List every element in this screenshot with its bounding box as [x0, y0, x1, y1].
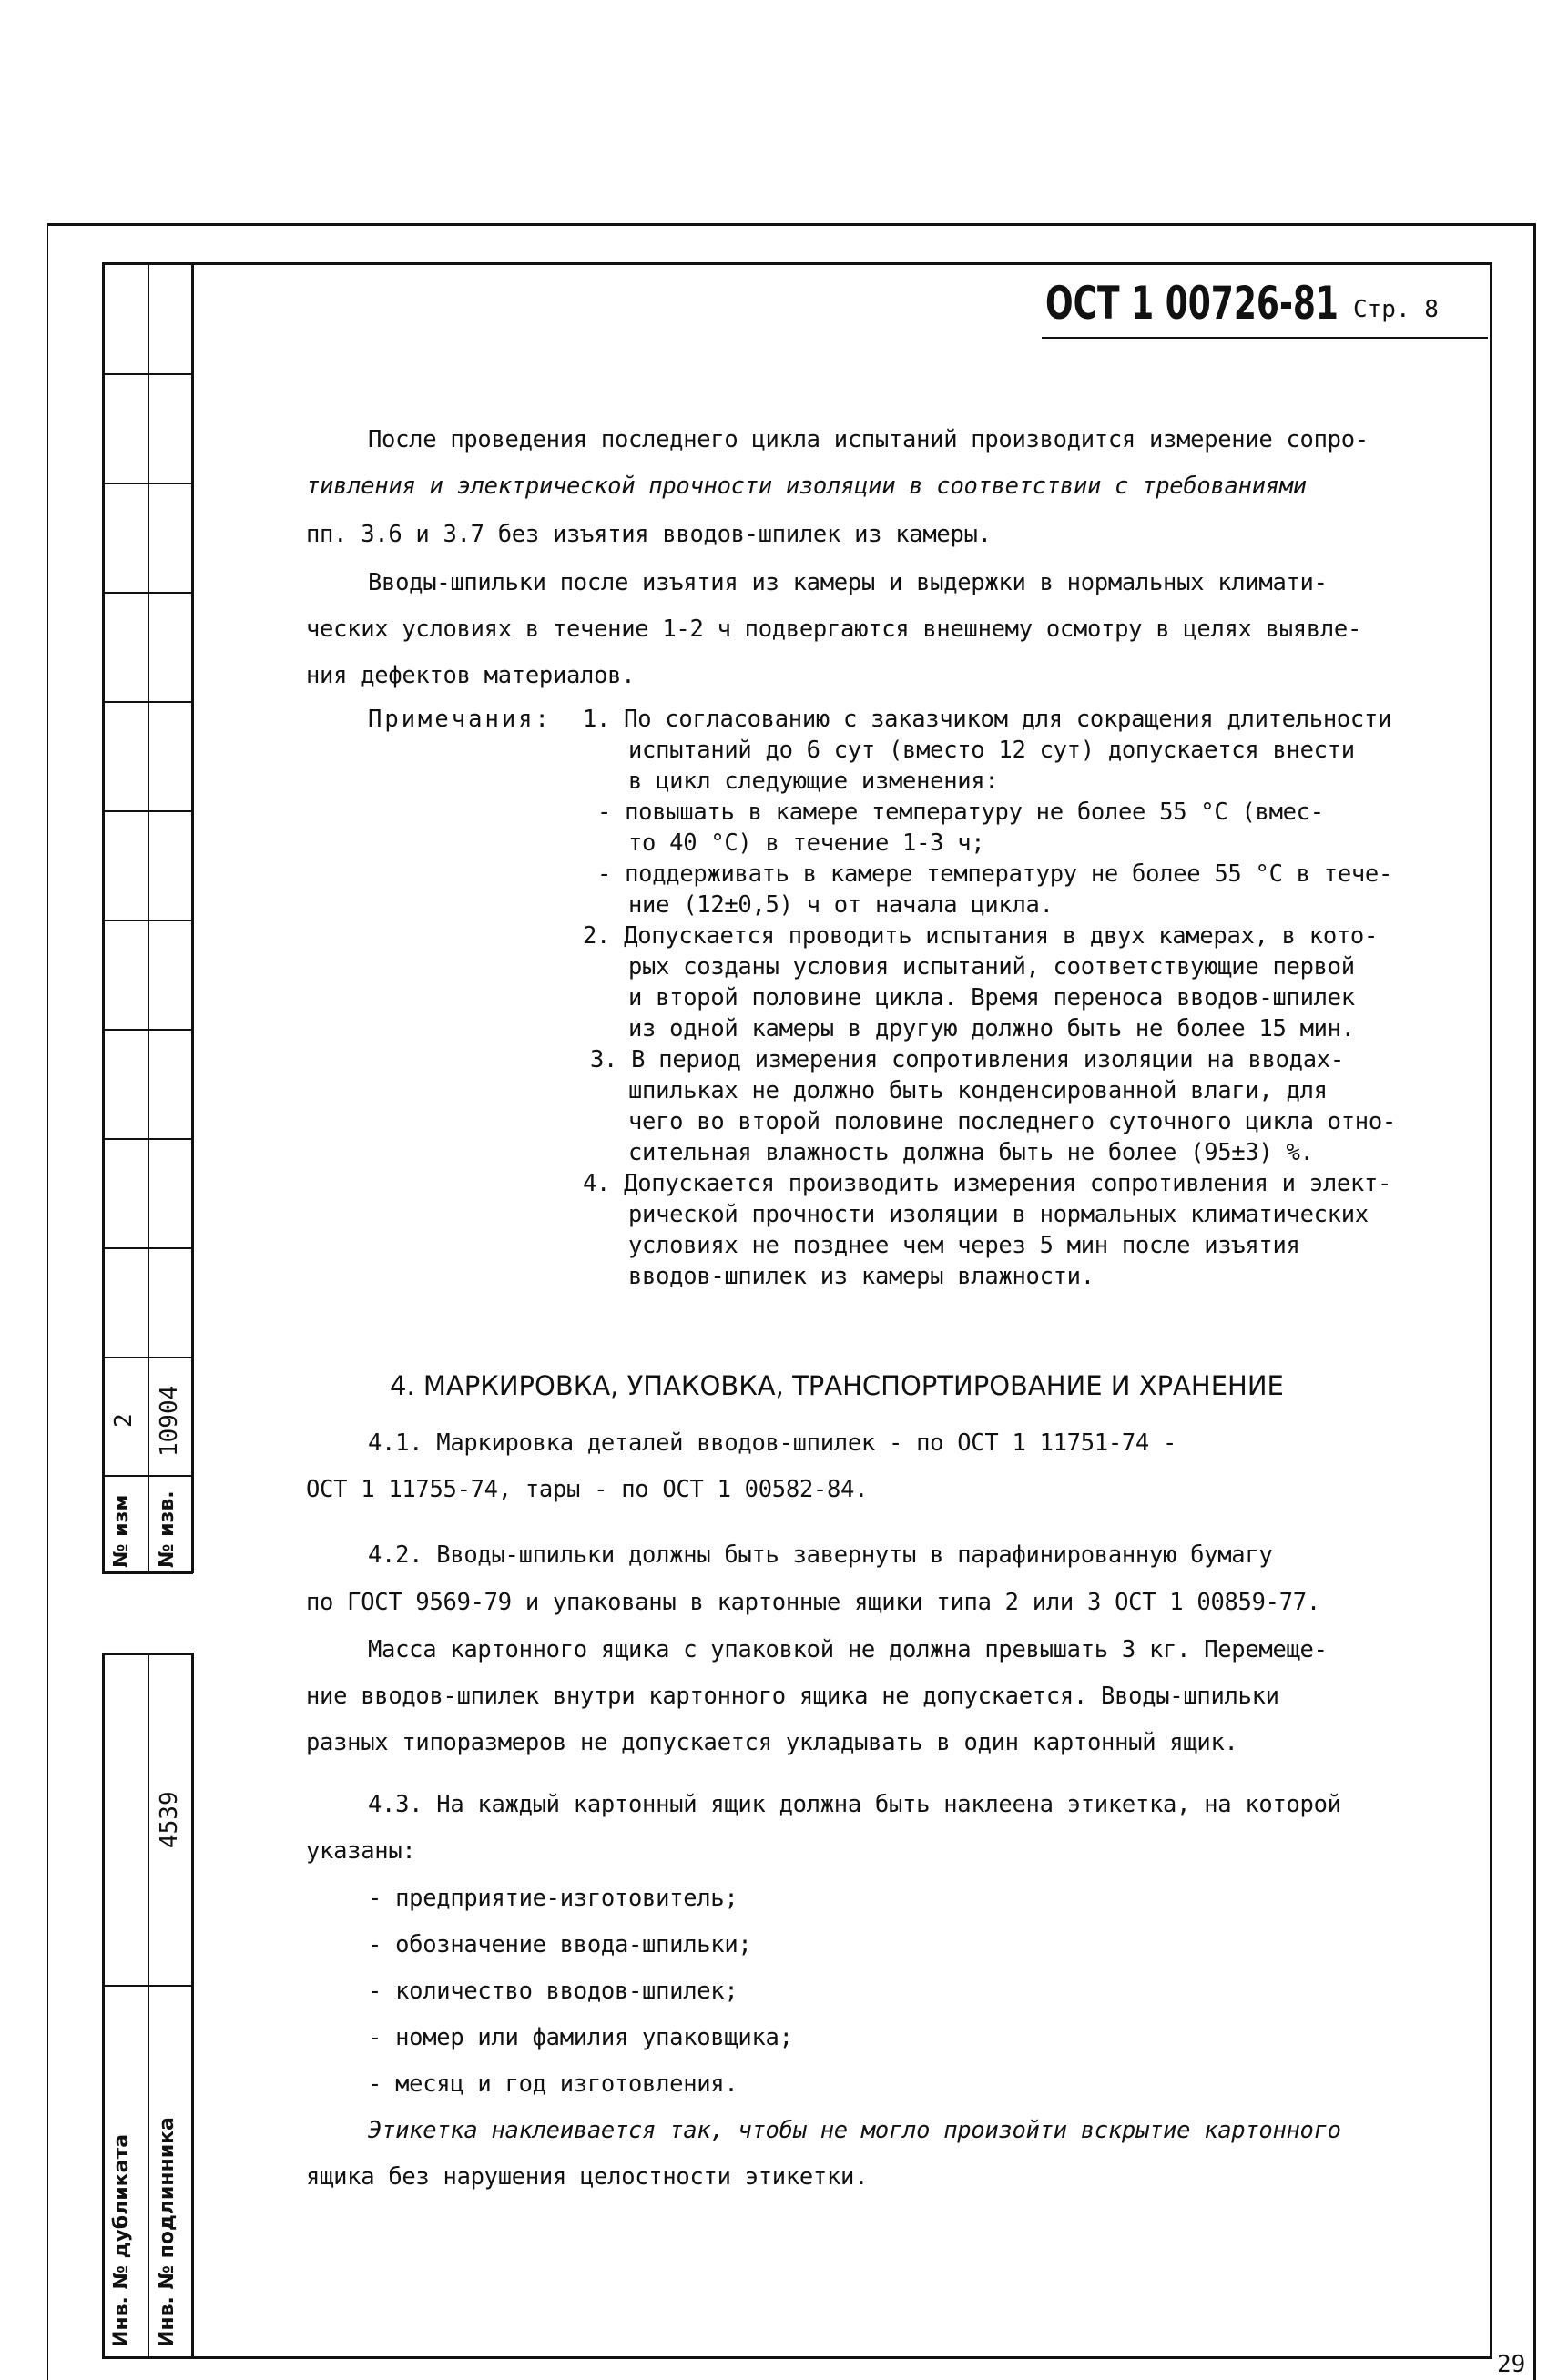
note-line: вводов-шпилек из камеры влажности.: [628, 1263, 1095, 1290]
text-line: Масса картонного ящика с упаковкой не должна превышать 3 кг. Перемеще-: [368, 1636, 1328, 1663]
text-line: ящика без нарушения целостности этикетки.: [306, 2163, 869, 2191]
list-item: - предприятие-изготовитель;: [368, 1885, 738, 1912]
doc-code: ОСТ 1 00726-81: [1045, 277, 1339, 330]
rev-label: № изм: [110, 1494, 133, 1568]
text-line: тивления и электрической прочности изоляции в соответствии с требованиями: [306, 473, 1307, 500]
text-line: ОСТ 1 11755-74, тары - по ОСТ 1 00582-84.: [306, 1476, 869, 1503]
text-line: 4.2. Вводы-шпильки должны быть завернуты в парафинированную бумагу: [368, 1541, 1273, 1569]
stamp-line: [102, 592, 193, 594]
inv-original-label: Инв. № подлинника: [156, 2117, 178, 2347]
text-line: по ГОСТ 9569-79 и упакованы в картонные ящики типа 2 или 3 ОСТ 1 00859-77.: [306, 1589, 1320, 1616]
stamp-line: [102, 1985, 193, 1987]
stamp-line: [191, 1653, 194, 2357]
list-item: - месяц и год изготовления.: [368, 2070, 738, 2098]
stamp-line: [102, 701, 193, 703]
note-line: шпильках не должно быть конденсированной влаги, для: [628, 1077, 1328, 1104]
stamp-line: [102, 1653, 105, 2357]
note-line: испытаний до 6 сут (вместо 12 сут) допускается внести: [628, 737, 1355, 764]
note-line: - поддерживать в камере температуру не более 55 °С в тече-: [597, 860, 1393, 888]
note-line: из одной камеры в другую должно быть не более 15 мин.: [628, 1015, 1355, 1043]
note-line: - повышать в камере температуру не более 55 °С (вмес-: [597, 798, 1324, 826]
text-line: разных типоразмеров не допускается укладывать в один картонный ящик.: [306, 1729, 1238, 1756]
text-line: 4.3. На каждый картонный ящик должна быть наклеена этикетка, на которой: [368, 1791, 1341, 1818]
stamp-line: [102, 1357, 193, 1358]
stamp-line: [102, 483, 193, 484]
note-line: в цикл следующие изменения:: [628, 768, 999, 795]
note-line: чего во второй половине последнего суточного цикла отно-: [628, 1108, 1396, 1135]
text-line: ния дефектов материалов.: [306, 662, 636, 689]
stamp-line: [102, 1029, 193, 1031]
note-line: ние (12±0,5) ч от начала цикла.: [628, 891, 1054, 919]
list-item: - количество вводов-шпилек;: [368, 1978, 738, 2005]
stamp-line: [102, 262, 105, 1573]
text-line: 4.1. Маркировка деталей вводов-шпилек - по ОСТ 1 11751-74 -: [368, 1429, 1177, 1457]
rev-value: 2: [110, 1413, 137, 1428]
note-line: 3. В период измерения сопротивления изоляции на вводах-: [590, 1046, 1344, 1073]
stamp-line: [102, 920, 193, 921]
text-line: После проведения последнего цикла испытаний производится измерение сопро-: [368, 426, 1369, 453]
notice-label: № изв.: [156, 1490, 178, 1568]
header-underline: [1042, 337, 1488, 339]
note-line: рической прочности изоляции в нормальных климатических: [628, 1201, 1369, 1228]
note-line: сительная влажность должна быть не более (95±3) %.: [628, 1139, 1314, 1166]
inner-right-border: [1490, 262, 1492, 2358]
inv-original-value: 4539: [156, 1791, 183, 1848]
stamp-line: [148, 1653, 149, 2357]
section-title: 4. МАРКИРОВКА, УПАКОВКА, ТРАНСПОРТИРОВАНИЕ И ХРАНЕНИЕ: [390, 1370, 1284, 1401]
stamp-line: [102, 1475, 193, 1477]
text-line: Этикетка наклеивается так, чтобы не могло произойти вскрытие картонного: [368, 2117, 1341, 2144]
text-line: пп. 3.6 и 3.7 без изъятия вводов-шпилек из камеры.: [306, 521, 992, 548]
notes-label: Примечания:: [368, 706, 552, 733]
stamp-line: [102, 1138, 193, 1140]
stamp-line: [102, 1653, 193, 1655]
note-line: рых созданы условия испытаний, соответствующие первой: [628, 953, 1355, 981]
list-item: - обозначение ввода-шпильки;: [368, 1931, 752, 1958]
outer-right-border: [1533, 223, 1536, 2380]
list-item: - номер или фамилия упаковщика;: [368, 2024, 793, 2051]
stamp-line: [148, 262, 149, 1573]
inner-bottom-border: [102, 2356, 1492, 2359]
text-line: Вводы-шпильки после изъятия из камеры и выдержки в нормальных климати-: [368, 569, 1328, 596]
note-line: 2. Допускается проводить испытания в двух камерах, в кото-: [583, 922, 1379, 950]
stamp-line: [102, 373, 193, 375]
page-number: 29: [1497, 2351, 1526, 2378]
stamp-line: [102, 810, 193, 812]
stamp-line: [102, 1571, 193, 1574]
note-line: то 40 °С) в течение 1-3 ч;: [628, 829, 985, 857]
outer-left-border: [47, 223, 48, 2380]
outer-top-border: [47, 223, 1535, 226]
note-line: 1. По согласованию с заказчиком для сокращения длительности: [583, 706, 1392, 733]
text-line: указаны:: [306, 1837, 416, 1865]
stamp-line: [191, 262, 194, 1573]
note-line: и второй половине цикла. Время переноса вводов-шпилек: [628, 984, 1355, 1012]
note-line: условиях не позднее чем через 5 мин после изъятия: [628, 1232, 1300, 1259]
text-line: ческих условиях в течение 1-2 ч подвергаются внешнему осмотру в целях выявле-: [306, 615, 1362, 643]
notice-value: 10904: [156, 1385, 183, 1457]
text-line: ние вводов-шпилек внутри картонного ящика не допускается. Вводы-шпильки: [306, 1683, 1279, 1710]
page-label: Стр. 8: [1353, 296, 1439, 323]
inv-duplicate-label: Инв. № дубликата: [110, 2133, 133, 2347]
inner-top-border: [102, 262, 1490, 265]
stamp-line: [102, 1247, 193, 1249]
note-line: 4. Допускается производить измерения сопротивления и элект-: [583, 1170, 1392, 1197]
